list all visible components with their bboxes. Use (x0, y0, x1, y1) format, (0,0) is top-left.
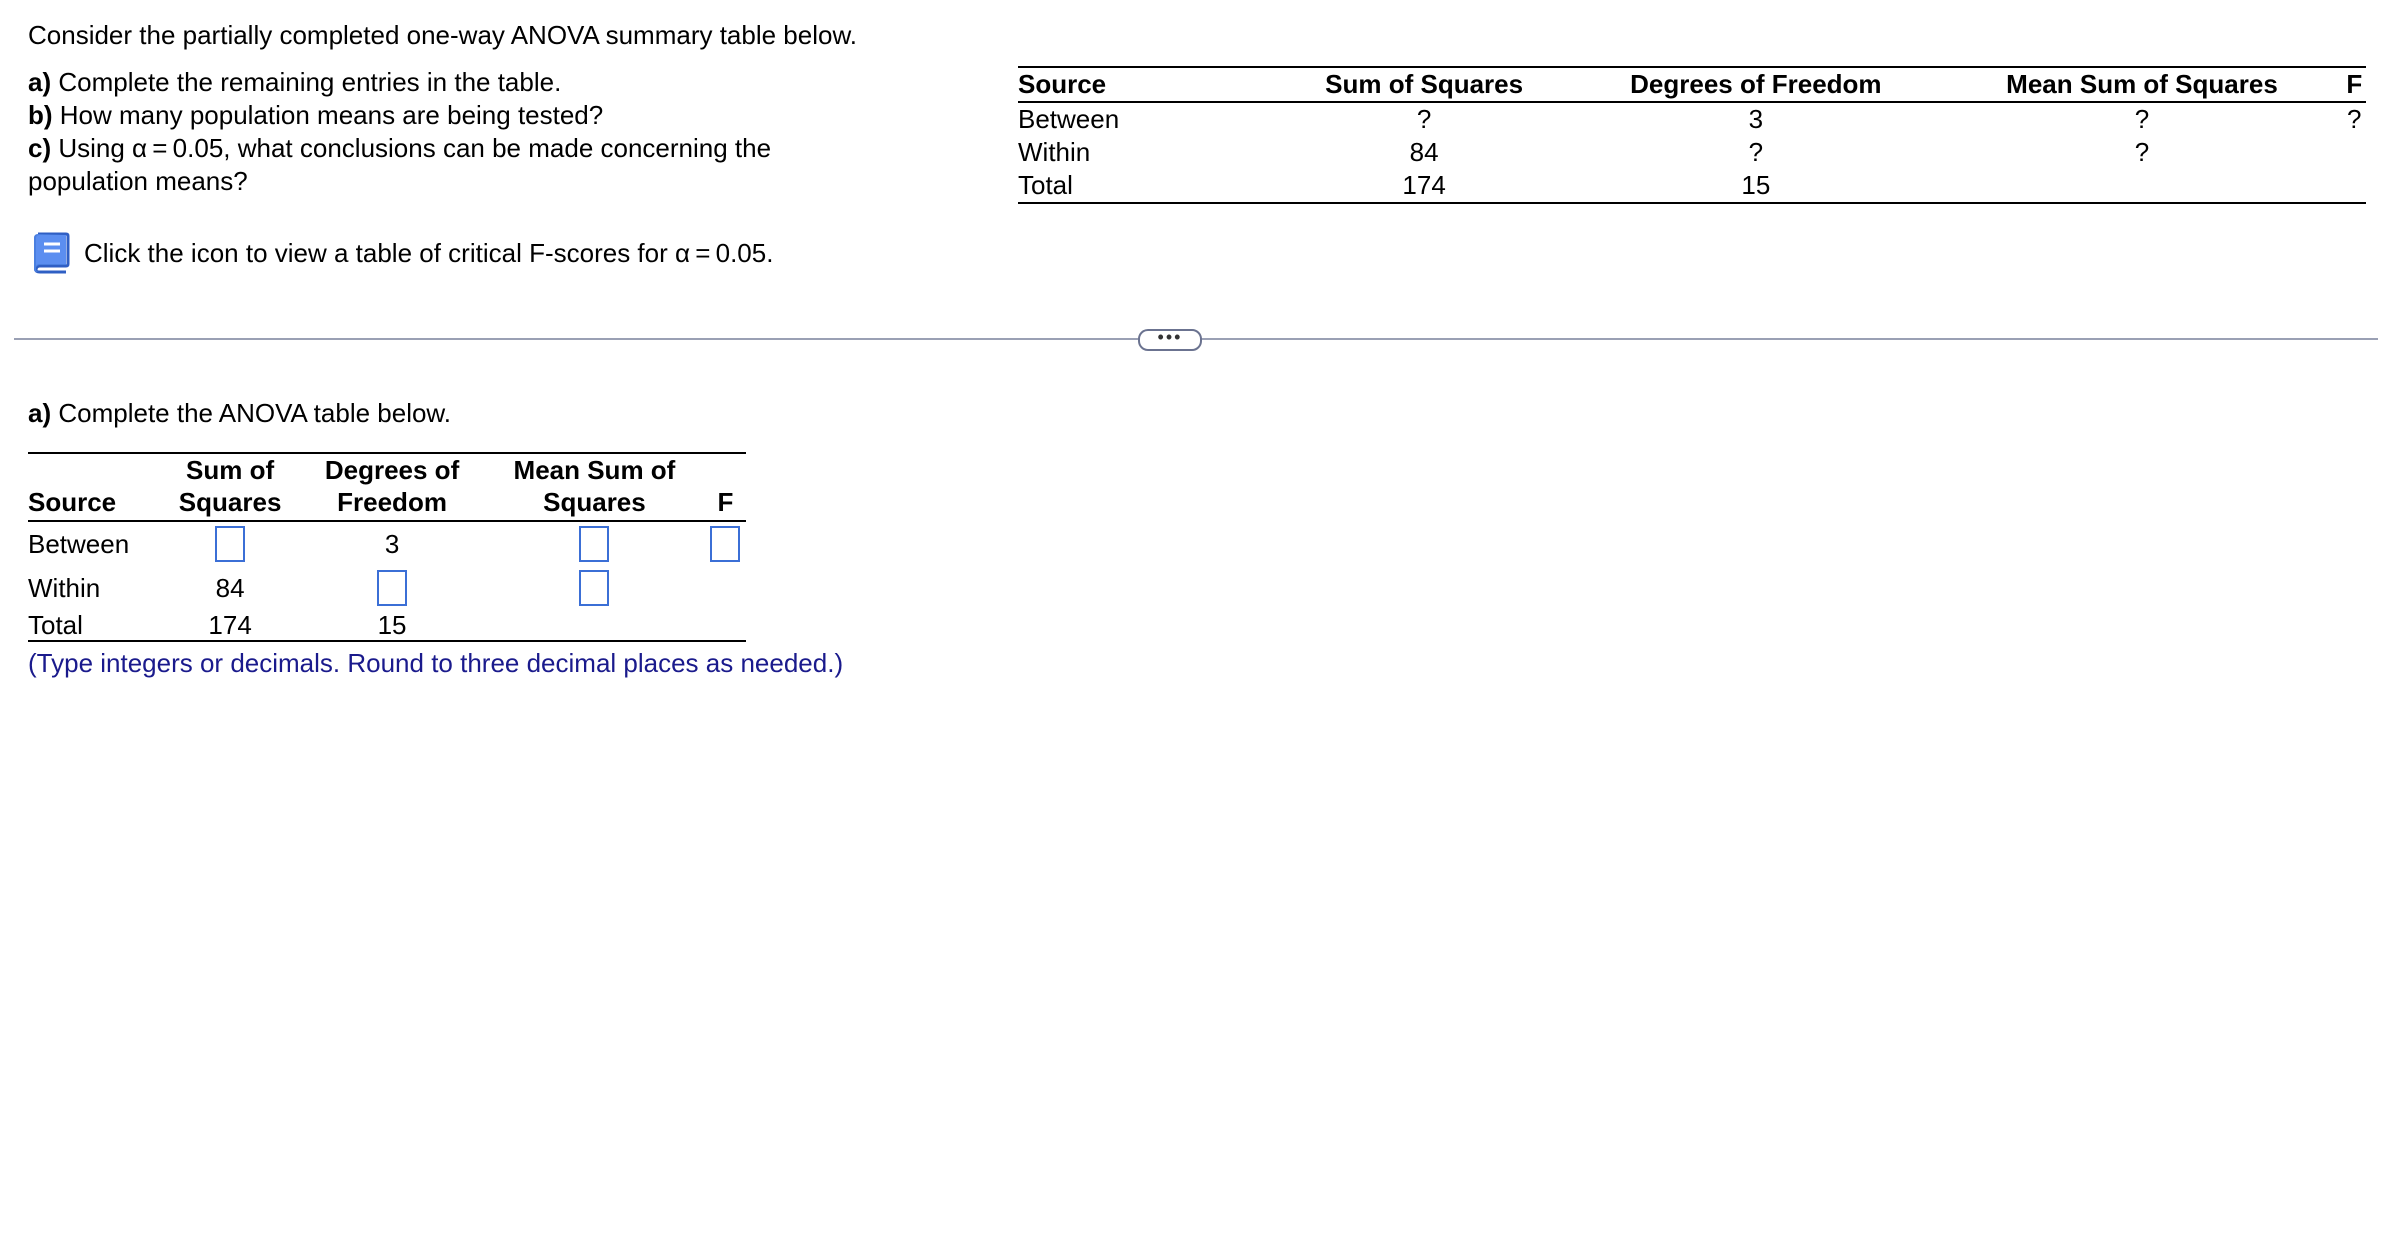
expand-more-button[interactable]: ••• (1138, 329, 1202, 351)
problem-intro: Consider the partially completed one-way ANOVA summary table below. (28, 20, 858, 50)
row-label: Total (28, 610, 83, 640)
anova-header-row (28, 453, 746, 521)
table-cell: ? (1416, 104, 1432, 134)
table-cell: ? (2347, 104, 2362, 134)
summary-header-ss: Sum of Squares (1325, 69, 1524, 99)
anova-header-source: Source (28, 487, 117, 517)
table-cell (2343, 169, 2366, 203)
between-ms-input[interactable] (579, 526, 609, 562)
table-cell: ? (2134, 137, 2150, 167)
between-ss-input[interactable] (215, 526, 245, 562)
within-ms-input[interactable] (579, 570, 609, 606)
part-a-instruction: a) Complete the ANOVA table below. (28, 398, 451, 428)
table-cell: ? (1748, 137, 1764, 167)
table-cell: 84 (215, 572, 245, 603)
summary-header-source: Source (1018, 69, 1107, 99)
summary-row-between (1018, 102, 2366, 136)
anova-header-df: Degrees of Freedom (324, 455, 460, 517)
summary-header-f: F (2346, 69, 2363, 99)
critical-f-table-link[interactable] (30, 232, 773, 274)
summary-row-within (1018, 136, 2366, 169)
f-input[interactable] (710, 526, 740, 562)
anova-header-f: F (717, 487, 734, 517)
anova-header-ms: Mean Sum of Squares (513, 455, 676, 517)
anova-row-within (28, 566, 746, 610)
table-cell (2343, 136, 2366, 169)
table-cell: Within (1018, 137, 1091, 167)
table-cell: 174 (1402, 170, 1446, 200)
table-cell: 3 (1748, 104, 1764, 134)
question-list (28, 66, 771, 198)
summary-header-row (1018, 67, 2366, 102)
question-b: b) How many population means are being tested? (28, 100, 604, 130)
table-cell: 174 (208, 610, 252, 640)
summary-header-df: Degrees of Freedom (1630, 69, 1882, 99)
table-cell (1941, 169, 2342, 203)
table-cell: 15 (1741, 170, 1771, 200)
question-c: c) Using α = 0.05, what conclusions can be made concerning the (28, 133, 772, 163)
anova-answer-table (28, 452, 746, 642)
anova-row-between (28, 521, 746, 566)
question-c-cont: population means? (28, 166, 248, 196)
rounding-hint: (Type integers or decimals. Round to three decimal places as needed.) (28, 648, 844, 678)
table-cell: ? (2134, 104, 2150, 134)
within-df-input[interactable] (377, 570, 407, 606)
critical-f-link-text[interactable]: Click the icon to view a table of critical F-scores for α = 0.05. (84, 238, 774, 268)
table-cell: 3 (384, 528, 400, 559)
question-a: a) Complete the remaining entries in the table. (28, 67, 562, 97)
row-label: Within (28, 572, 101, 603)
table-cell: Total (1018, 170, 1073, 200)
anova-header-ss: Sum of Squares (178, 455, 282, 517)
table-cell: 15 (377, 610, 407, 640)
row-label: Between (28, 528, 130, 559)
summary-row-total (1018, 169, 2366, 203)
book-icon[interactable] (30, 232, 70, 274)
table-cell: Between (1018, 104, 1120, 134)
summary-header-ms: Mean Sum of Squares (2006, 69, 2278, 99)
anova-row-total (28, 610, 746, 641)
table-cell: 84 (1409, 137, 1439, 167)
summary-table (1018, 66, 2366, 204)
